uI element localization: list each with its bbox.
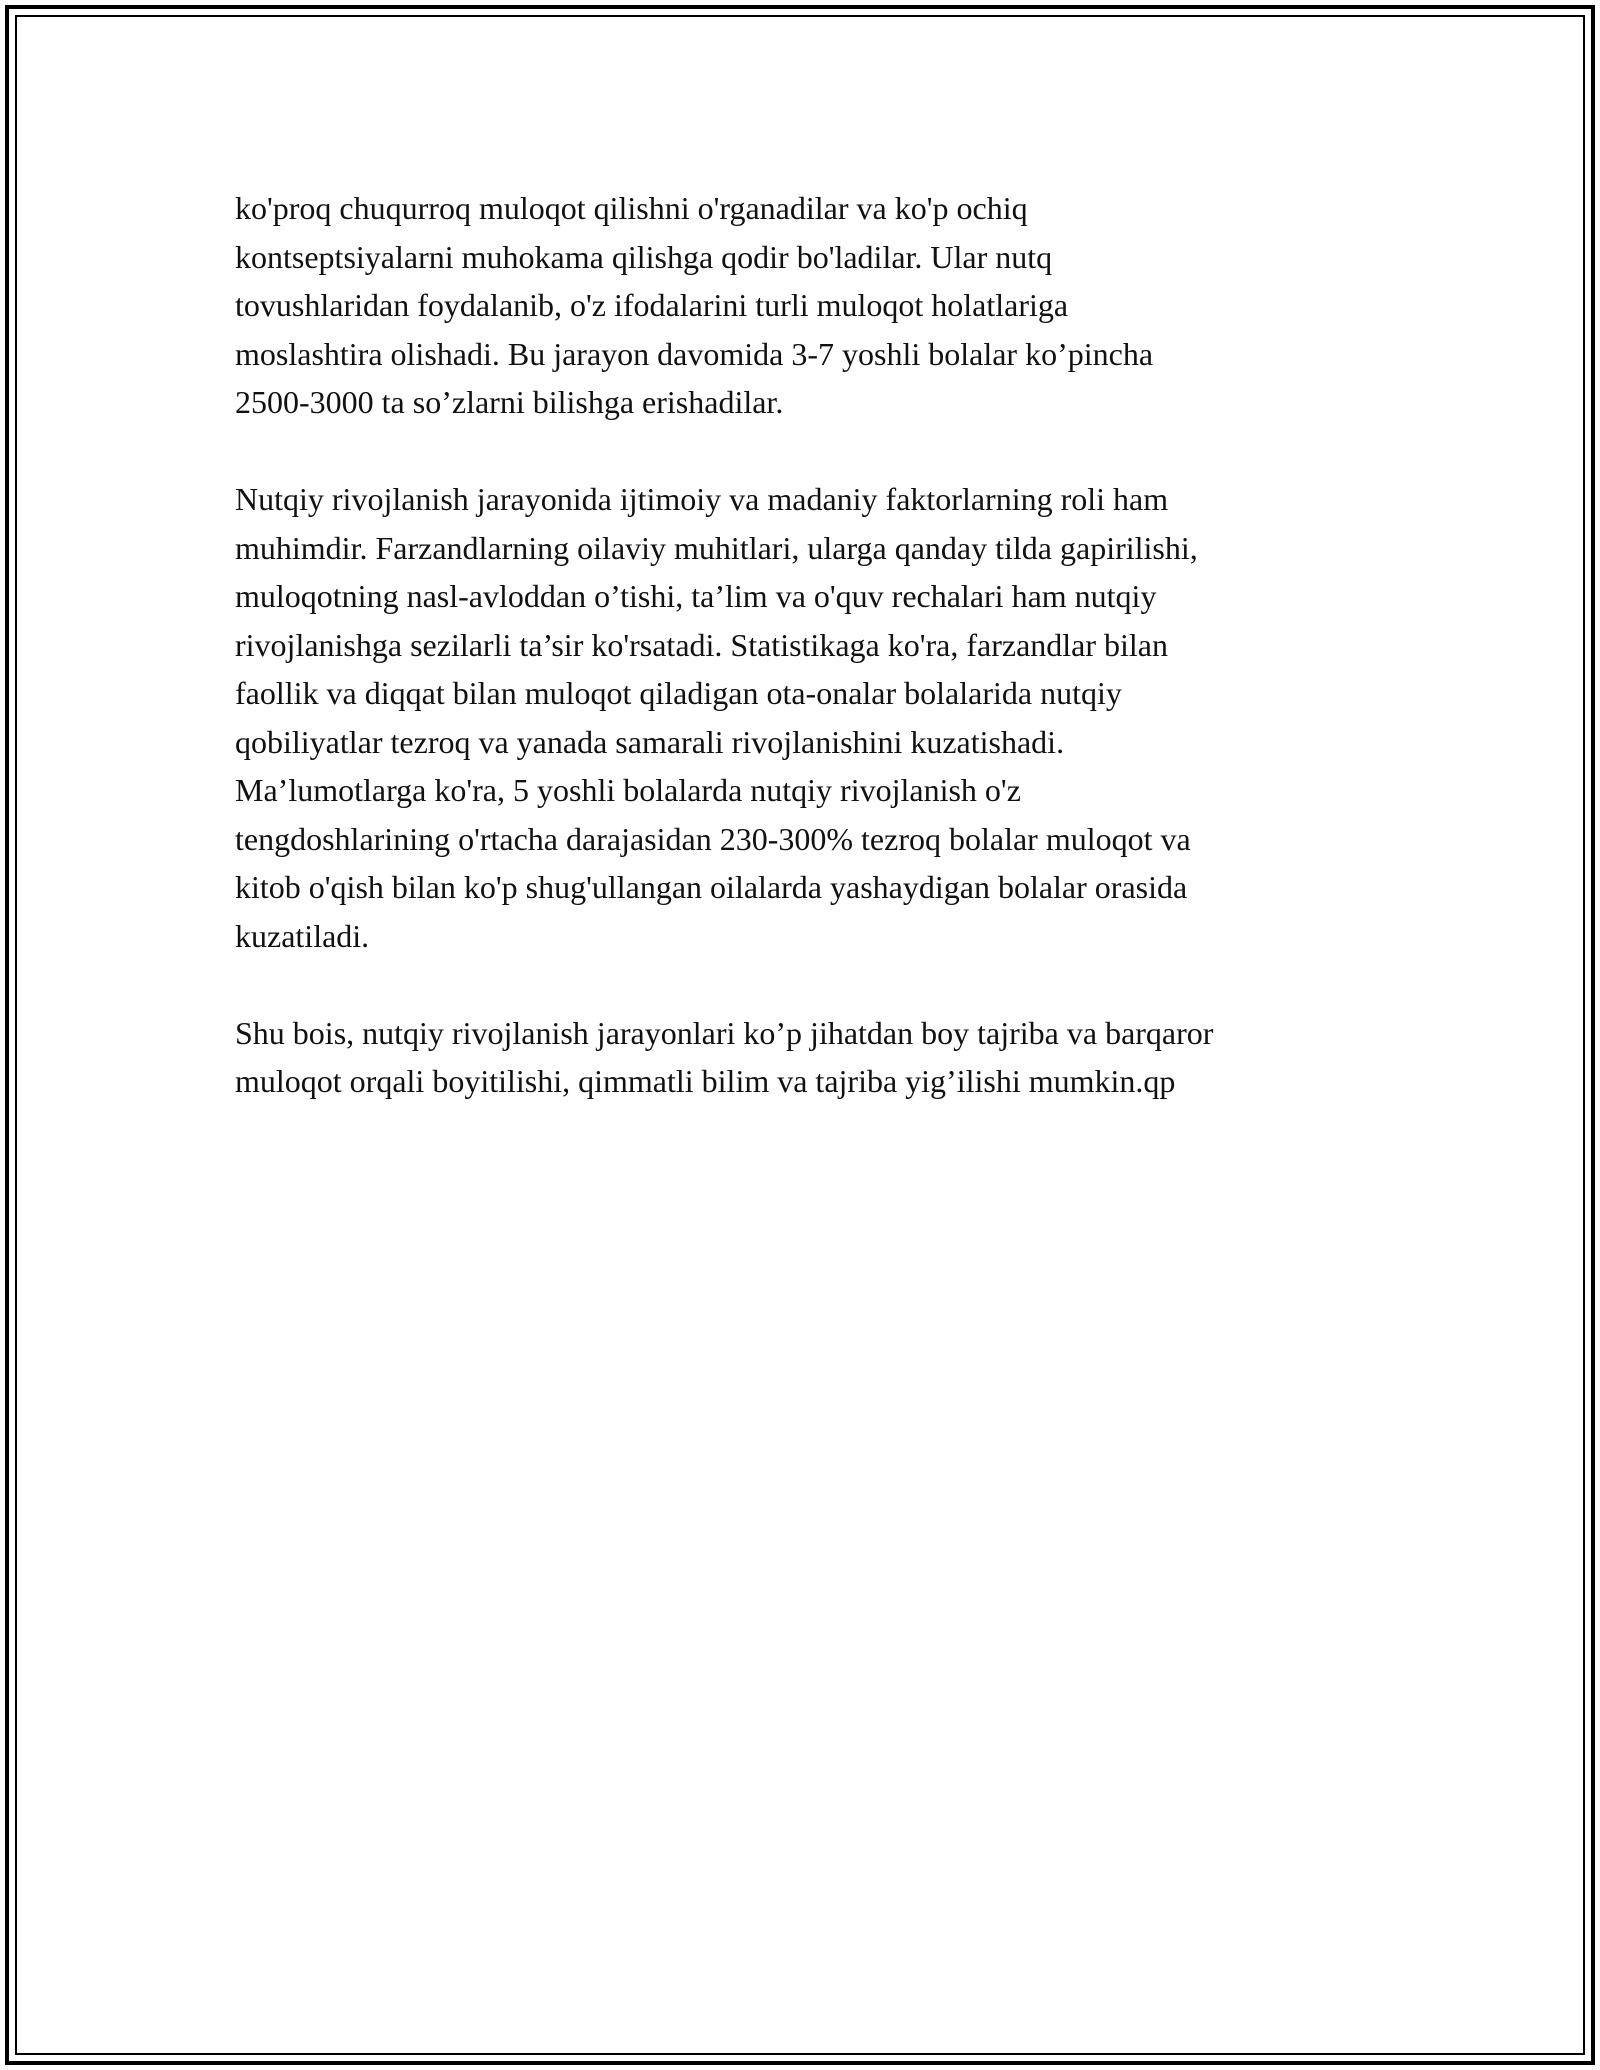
text-line: ko'proq chuqurroq muloqot qilishni o'rganadilar va ko'p ochiq — [235, 190, 1028, 226]
text-line: kontseptsiyalarni muhokama qilishga qodir bo'ladilar. Ular nutq — [235, 238, 1053, 275]
text-line: kuzatiladi. — [235, 917, 370, 954]
text-line: faollik va diqqat bilan muloqot qiladigan ota-onalar bolalarida nutqiy — [235, 675, 1122, 711]
document-body — [235, 184, 1385, 1154]
paragraph-2 — [235, 475, 1385, 960]
text-line: kitob o'qish bilan ko'p shug'ullangan oilalarda yashaydigan bolalar orasida — [235, 869, 1188, 905]
text-line: tovushlaridan foydalanib, o'z ifodalarini turli muloqot holatlariga — [235, 287, 1069, 323]
text-line: 2500-3000 ta so’zlarni bilishga erishadilar. — [235, 384, 784, 420]
text-line: tengdoshlarining o'rtacha darajasidan 230-300% tezroq bolalar muloqot va — [235, 820, 1191, 857]
text-line: muloqot orqali boyitilishi, qimmatli bilim va tajriba yig’ilishi mumkin.qp — [235, 1063, 1176, 1099]
text-line: muloqotning nasl-avloddan o’tishi, ta’lim va o'quv rechalari ham nutqiy — [235, 578, 1157, 614]
text-line: rivojlanishga sezilarli ta’sir ko'rsatadi. Statistikaga ko'ra, farzandlar bilan — [235, 626, 1168, 663]
text-line: muhimdir. Farzandlarning oilaviy muhitlari, ularga qanday tilda gapirilishi, — [235, 529, 1198, 566]
text-line: Nutqiy rivojlanish jarayonida ijtimoiy va madaniy faktorlarning roli ham — [235, 481, 1169, 517]
text-line: Shu bois, nutqiy rivojlanish jarayonlari ko’p jihatdan boy tajriba va barqaror — [235, 1014, 1214, 1051]
text-line: qobiliyatlar tezroq va yanada samarali rivojlanishini kuzatishadi. — [235, 723, 1065, 760]
text-line: Ma’lumotlarga ko'ra, 5 yoshli bolalarda nutqiy rivojlanish o'z — [235, 772, 1021, 808]
paragraph-1 — [235, 184, 1385, 427]
paragraph-3 — [235, 1009, 1385, 1106]
text-line: moslashtira olishadi. Bu jarayon davomida 3-7 yoshli bolalar ko’pincha — [235, 335, 1154, 372]
